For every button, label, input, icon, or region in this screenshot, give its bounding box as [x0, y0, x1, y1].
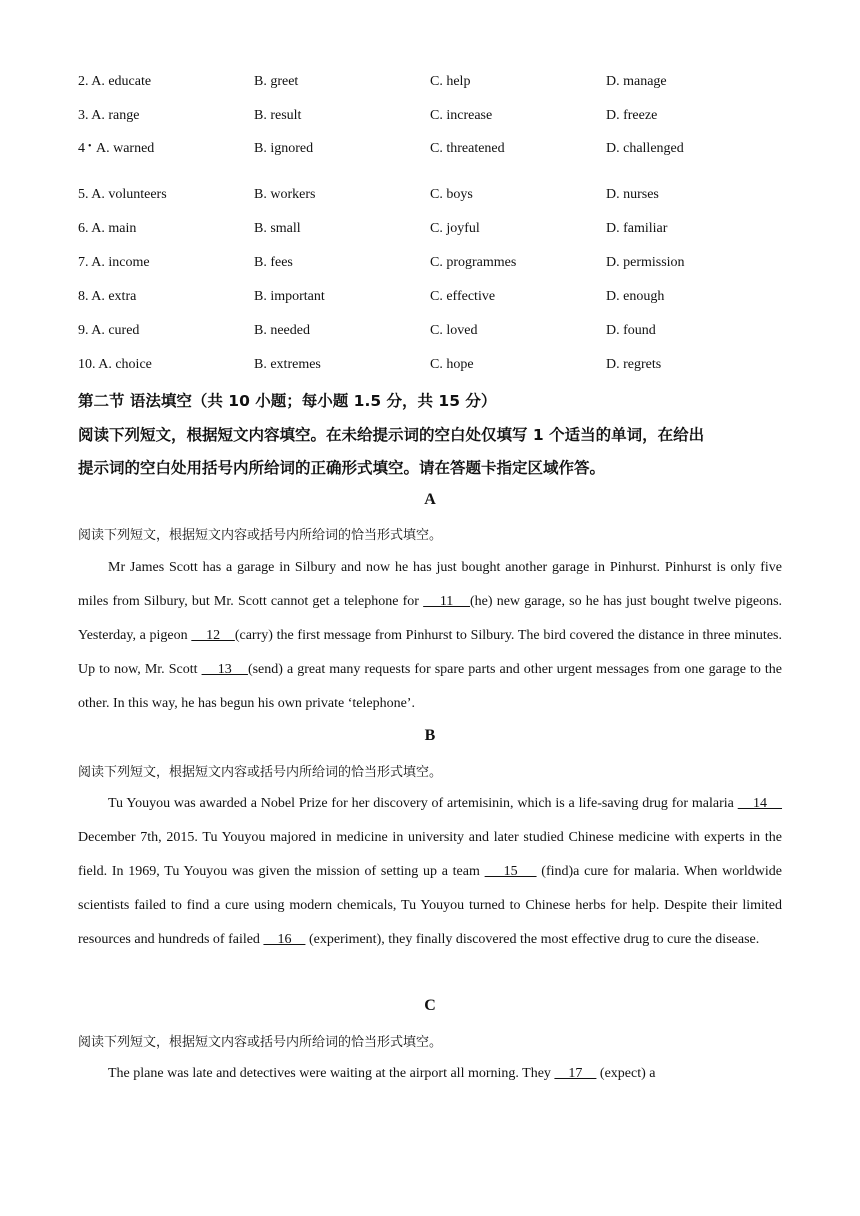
option-d: D. freeze [606, 108, 658, 123]
option-b: B. needed [254, 323, 310, 338]
blank-14[interactable]: 14 [737, 796, 783, 811]
option-row-5 [78, 187, 798, 209]
option-b: B. greet [254, 74, 299, 89]
option-a: A. warned [96, 141, 155, 156]
option-a: 3. A. range [78, 108, 140, 123]
option-b: B. workers [254, 187, 316, 202]
option-row-8 [78, 289, 798, 311]
option-row-10 [78, 357, 798, 379]
passage-a-label: A [424, 491, 436, 508]
option-c: C. threatened [430, 141, 505, 156]
option-a: 9. A. cured [78, 323, 140, 338]
passage-a-text: Mr James Scott has a garage in Silbury and now he has just bought another garage in Pinhurst. Pinhurst is only five miles from Silbury, but Mr. Scott cannot get a telephone for 11 (he) new garage, so he has just bought twelve pigeons. Yesterday, a pigeon 12 (carry) the first message from Pinhurst to Silbury. The bird covered the distance in three minutes. Up to now, Mr. Scott 13 (send) a great many requests for spare parts and other urgent messages from one garage to the other. In this way, he has begun his own private ‘telephone’. [78, 560, 783, 711]
option-c: C. effective [430, 289, 496, 304]
passage-b-intro: 阅读下列短文，根据短文内容或括号内所给词的恰当形式填空。 [78, 765, 443, 780]
option-b: B. small [254, 221, 301, 236]
option-a: 5. A. volunteers [78, 187, 167, 202]
option-d: D. familiar [606, 221, 668, 236]
blank-11[interactable]: 11 [423, 594, 470, 609]
option-b: B. fees [254, 255, 293, 270]
option-row-9 [78, 323, 798, 345]
option-d: D. manage [606, 74, 667, 89]
option-d: D. permission [606, 255, 685, 270]
option-b: B. ignored [254, 141, 314, 156]
option-d: D. enough [606, 289, 665, 304]
option-row-2 [78, 74, 798, 96]
option-row-4 [78, 141, 798, 163]
option-c: C. increase [430, 108, 493, 123]
passage-c-text: The plane was late and detectives were waiting at the airport all morning. They 17 (expect) a [108, 1066, 656, 1081]
option-a: 6. A. main [78, 221, 137, 236]
option-number: 4 [78, 141, 85, 156]
option-c: C. hope [430, 357, 474, 372]
passage-c-intro: 阅读下列短文，根据短文内容或括号内所给词的恰当形式填空。 [78, 1035, 443, 1050]
option-c: C. joyful [430, 221, 480, 236]
option-b: B. result [254, 108, 302, 123]
option-b: B. extremes [254, 357, 321, 372]
option-a: 7. A. income [78, 255, 150, 270]
option-d: D. regrets [606, 357, 662, 372]
option-row-7 [78, 255, 798, 277]
section-instruction-line1: 阅读下列短文，根据短文内容填空。在未给提示词的空白处仅填写 1 个适当的单词，在给出 [78, 426, 705, 444]
option-c: C. help [430, 74, 471, 89]
section-heading: 第二节 语法填空（共 10 小题；每小题 1.5 分，共 15 分） [78, 392, 497, 410]
blank-15[interactable]: 15 [484, 864, 537, 879]
option-row-3 [78, 108, 798, 130]
section-instruction-line2: 提示词的空白处用括号内所给词的正确形式填空。请在答题卡指定区域作答。 [78, 459, 606, 477]
option-d: D. found [606, 323, 656, 338]
option-c: C. boys [430, 187, 473, 202]
passage-a-intro: 阅读下列短文，根据短文内容或括号内所给词的恰当形式填空。 [78, 528, 443, 543]
option-d: D. nurses [606, 187, 659, 202]
option-c: C. programmes [430, 255, 517, 270]
option-b: B. important [254, 289, 325, 304]
passage-b-text: Tu Youyou was awarded a Nobel Prize for her discovery of artemisinin, which is a life-saving drug for malaria 14 December 7th, 2015. Tu Youyou majored in medicine in university and later studied Chinese medicine with experts in the field. In 1969, Tu Youyou was given the mission of setting up a team 15 (find)a cure for malaria. When worldwide scientists failed to find a cure using modern chemicals, Tu Youyou turned to Chinese herbs for help. Despite their limited resources and hundreds of failed 16 (experiment), they finally discovered the most effective drug to cure the disease. [78, 796, 783, 947]
blank-13[interactable]: 13 [201, 662, 248, 677]
passage-b-label: B [424, 727, 436, 744]
option-a: 8. A. extra [78, 289, 137, 304]
dot-mark: • [88, 141, 92, 152]
option-c: C. loved [430, 323, 478, 338]
blank-12[interactable]: 12 [191, 628, 235, 643]
option-row-6 [78, 221, 798, 243]
option-a: 2. A. educate [78, 74, 152, 89]
blank-17[interactable]: 17 [554, 1066, 597, 1081]
option-a: 10. A. choice [78, 357, 152, 372]
passage-c-label: C [424, 997, 436, 1014]
option-d: D. challenged [606, 141, 684, 156]
blank-16[interactable]: 16 [263, 932, 306, 947]
